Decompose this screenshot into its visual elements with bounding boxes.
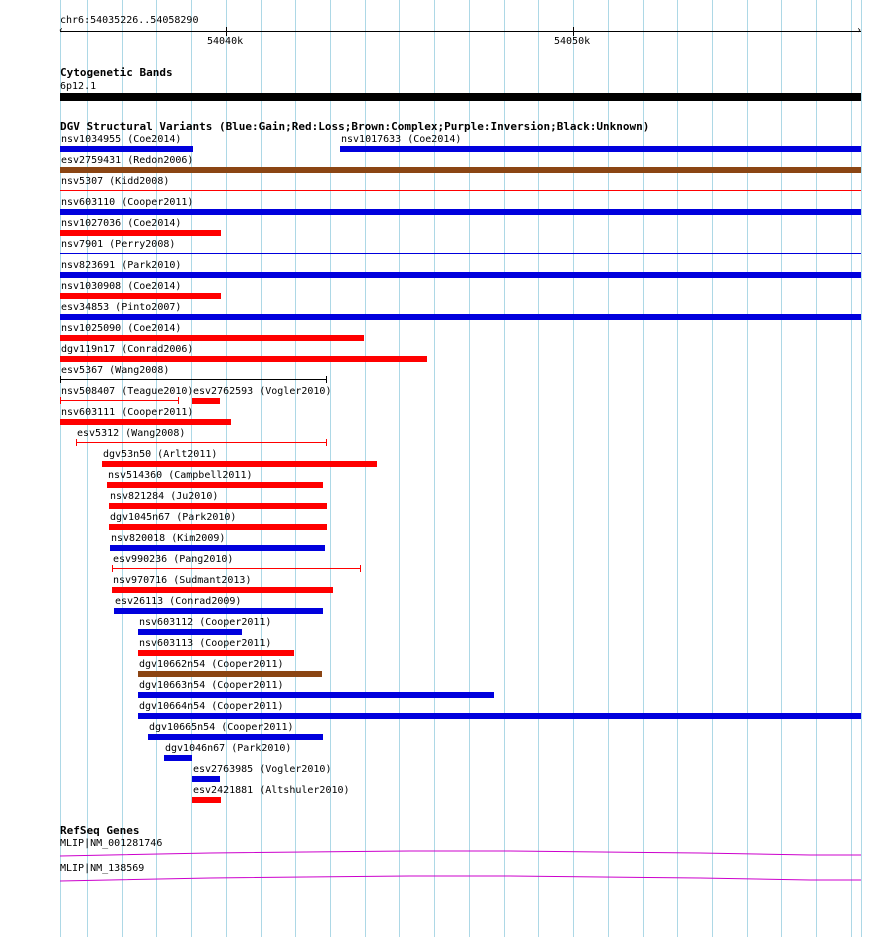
feature-label[interactable]: nsv508407 (Teague2010)	[61, 386, 194, 397]
position-label: chr6:54035226..54058290	[60, 15, 199, 26]
gene-label[interactable]: MLIP|NM_001281746	[60, 838, 163, 849]
feature-label[interactable]: esv2763985 (Vogler2010)	[193, 764, 332, 775]
feature-label[interactable]: esv34853 (Pinto2007)	[61, 302, 182, 313]
ruler-tick-label: 54050k	[554, 36, 591, 47]
feature-label[interactable]: nsv970716 (Sudmant2013)	[113, 575, 252, 586]
feature-label[interactable]: dgv10665n54 (Cooper2011)	[149, 722, 294, 733]
feature-label[interactable]: esv5367 (Wang2008)	[61, 365, 170, 376]
feature-label[interactable]: nsv1027036 (Coe2014)	[61, 218, 182, 229]
feature-label[interactable]: esv2759431 (Redon2006)	[61, 155, 194, 166]
feature-label[interactable]: nsv1034955 (Coe2014)	[61, 134, 182, 145]
feature-label[interactable]: nsv603110 (Cooper2011)	[61, 197, 194, 208]
feature-label[interactable]: nsv823691 (Park2010)	[61, 260, 182, 271]
feature-label[interactable]: nsv5307 (Kidd2008)	[61, 176, 170, 187]
scroll-left-icon[interactable]: ‹	[58, 25, 65, 36]
feature-label[interactable]: esv2421881 (Altshuler2010)	[193, 785, 350, 796]
feature-label[interactable]: dgv10663n54 (Cooper2011)	[139, 680, 284, 691]
feature-label[interactable]: nsv821284 (Ju2010)	[110, 491, 219, 502]
feature-label[interactable]: nsv7901 (Perry2008)	[61, 239, 176, 250]
feature-label[interactable]: dgv1045n67 (Park2010)	[110, 512, 237, 523]
feature-label[interactable]: nsv603112 (Cooper2011)	[139, 617, 272, 628]
feature-label[interactable]: esv5312 (Wang2008)	[77, 428, 186, 439]
cytoband-track-title[interactable]: Cytogenetic Bands	[60, 66, 173, 79]
feature-label[interactable]: dgv10664n54 (Cooper2011)	[139, 701, 284, 712]
cytoband-label: 6p12.1	[60, 81, 97, 92]
feature-label[interactable]: nsv1025090 (Coe2014)	[61, 323, 182, 334]
feature-label[interactable]: nsv1017633 (Coe2014)	[341, 134, 462, 145]
ruler-tick-label: 54040k	[207, 36, 244, 47]
gene-label[interactable]: MLIP|NM_138569	[60, 863, 145, 874]
feature-label[interactable]: dgv10662n54 (Cooper2011)	[139, 659, 284, 670]
feature-label[interactable]: esv26113 (Conrad2009)	[115, 596, 242, 607]
feature-label[interactable]: nsv603113 (Cooper2011)	[139, 638, 272, 649]
gene-line[interactable]	[60, 876, 861, 881]
refseq-track-title[interactable]: RefSeq Genes	[60, 824, 140, 837]
feature-label[interactable]: dgv119n17 (Conrad2006)	[61, 344, 194, 355]
feature-label[interactable]: dgv1046n67 (Park2010)	[165, 743, 292, 754]
feature-label[interactable]: dgv53n50 (Arlt2011)	[103, 449, 218, 460]
feature-label[interactable]: esv990236 (Pang2010)	[113, 554, 234, 565]
feature-label[interactable]: nsv603111 (Cooper2011)	[61, 407, 194, 418]
feature-label[interactable]: nsv1030908 (Coe2014)	[61, 281, 182, 292]
feature-label[interactable]: esv2762593 (Vogler2010)	[193, 386, 332, 397]
scroll-right-icon[interactable]: ›	[856, 25, 863, 36]
feature-label[interactable]: nsv820018 (Kim2009)	[111, 533, 226, 544]
feature-label[interactable]: nsv514360 (Campbell2011)	[108, 470, 253, 481]
dgv-track-title[interactable]: DGV Structural Variants (Blue:Gain;Red:Loss;Brown:Complex;Purple:Inversion;Black:Unknown)	[60, 120, 650, 133]
